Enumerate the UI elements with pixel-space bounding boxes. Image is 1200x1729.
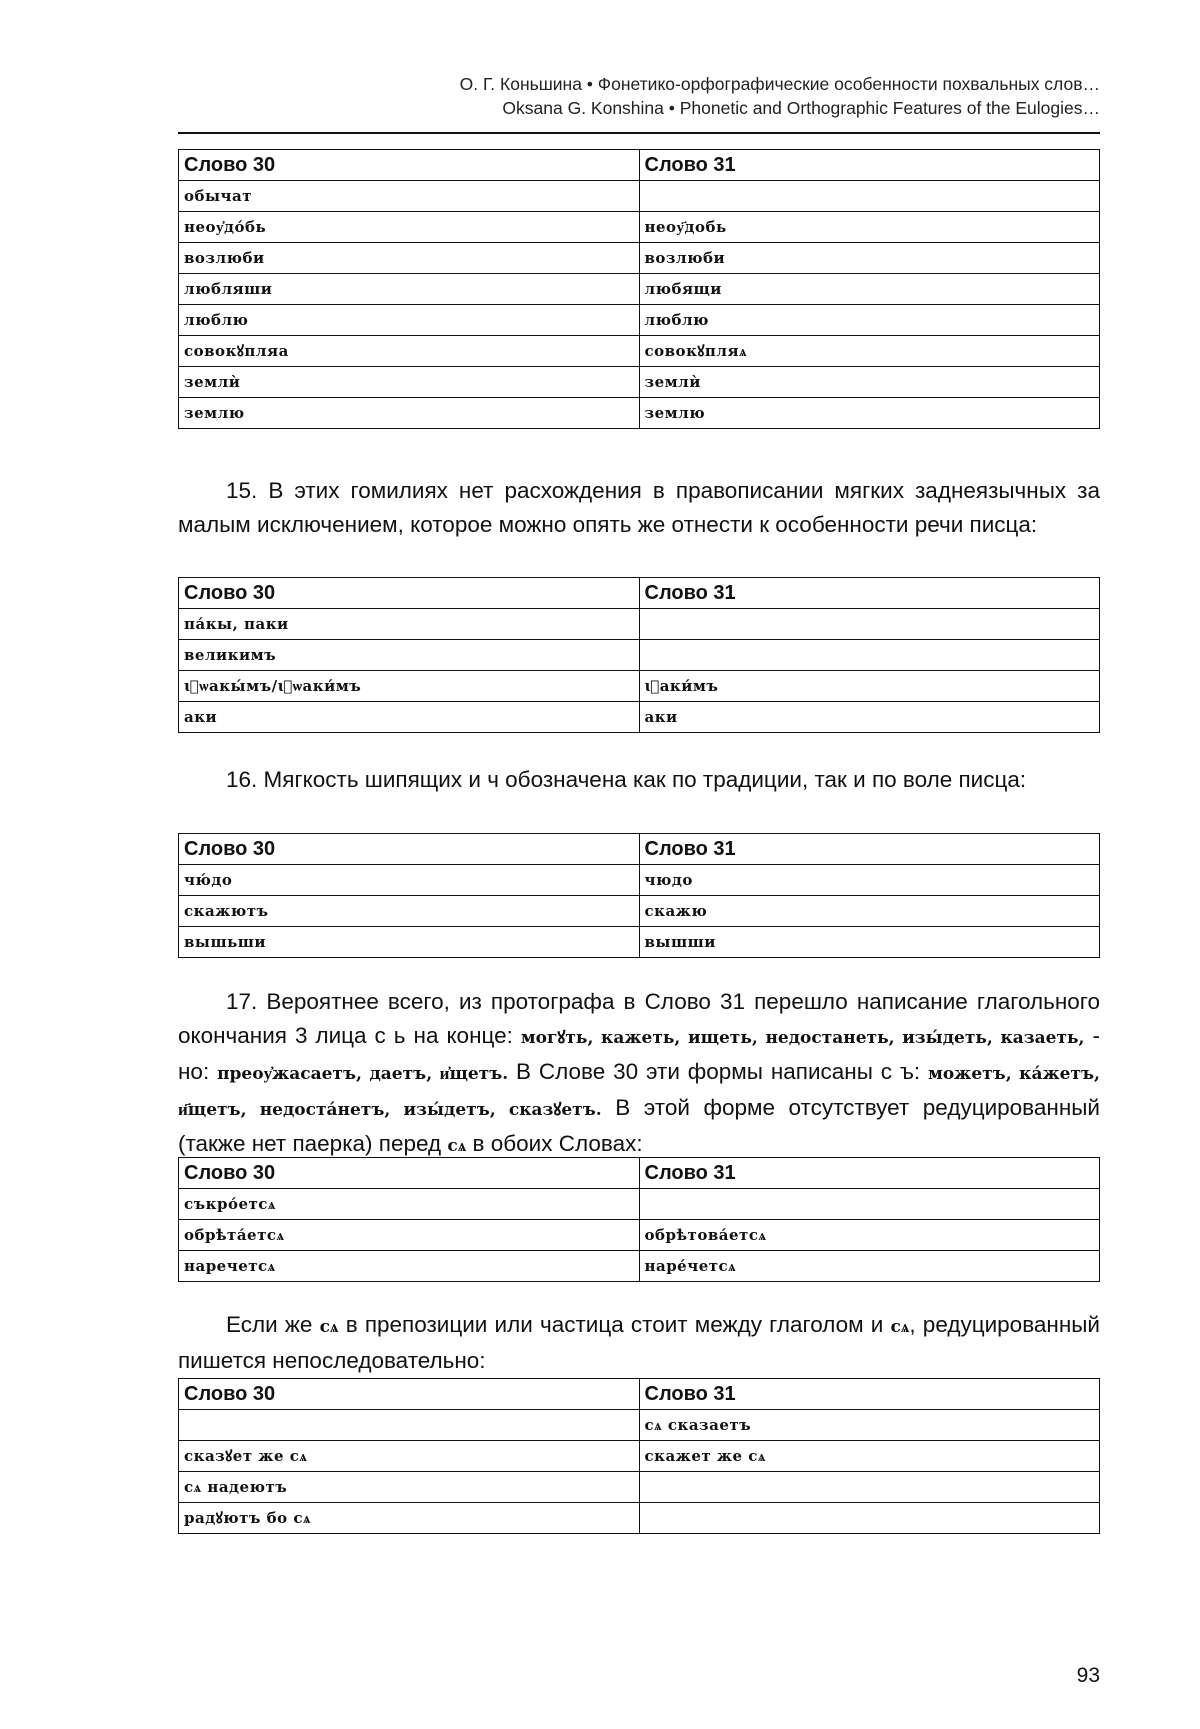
table-row	[179, 367, 1100, 398]
table-row	[179, 398, 1100, 429]
table-header-row	[179, 834, 1100, 865]
p18-form-2: сѧ	[890, 1317, 910, 1337]
cell: аки	[639, 702, 1100, 733]
running-header	[178, 72, 1100, 120]
table-5	[178, 1378, 1100, 1534]
cell: наречетсѧ	[179, 1251, 640, 1282]
table-row	[179, 927, 1100, 958]
col-header-slovo-31: Слово 31	[639, 578, 1100, 609]
cell: неоу҃добь	[639, 212, 1100, 243]
p17-form-4: сѧ	[447, 1136, 467, 1156]
cell: вышши	[639, 927, 1100, 958]
p17-text-4: В этой форме отсутствует редуцированный (также нет паерка) перед	[178, 1095, 1100, 1156]
p17-text-2: - но:	[178, 1023, 1100, 1084]
col-header-slovo-30: Слово 30	[179, 1158, 640, 1189]
table-row	[179, 1189, 1100, 1220]
cell	[639, 181, 1100, 212]
table-row	[179, 671, 1100, 702]
table-row	[179, 1503, 1100, 1534]
paragraph-16	[178, 763, 1100, 797]
table-header-row	[179, 578, 1100, 609]
table-row	[179, 702, 1100, 733]
cell: любящи	[639, 274, 1100, 305]
paragraph-15	[178, 474, 1100, 542]
cell: совокꙋпляѧ	[639, 336, 1100, 367]
cell: скажет же сѧ	[639, 1441, 1100, 1472]
col-header-slovo-31: Слово 31	[639, 1158, 1100, 1189]
cell: обрѣтова́етсѧ	[639, 1220, 1100, 1251]
table-header-row	[179, 1158, 1100, 1189]
table-2	[178, 577, 1100, 733]
header-line-ru: О. Г. Коньшина • Фонетико-орфографические особенности похвальных слов…	[459, 74, 1100, 94]
cell: возлюби	[179, 243, 640, 274]
cell: ꙇ҆аки́мъ	[639, 671, 1100, 702]
cell: чюдо	[639, 865, 1100, 896]
table-3	[178, 833, 1100, 958]
table-4	[178, 1157, 1100, 1282]
cell: любляши	[179, 274, 640, 305]
col-header-slovo-31: Слово 31	[639, 1379, 1100, 1410]
header-line-en: Oksana G. Konshina • Phonetic and Orthographic Features of the Eulogies…	[502, 98, 1100, 118]
cell: радꙋютъ бо сѧ	[179, 1503, 640, 1534]
cell: землѝ	[179, 367, 640, 398]
cell: люблю	[179, 305, 640, 336]
cell: съкро́етсѧ	[179, 1189, 640, 1220]
table-row	[179, 1220, 1100, 1251]
table-row	[179, 896, 1100, 927]
cell: неоу҆до́бь	[179, 212, 640, 243]
table-row	[179, 305, 1100, 336]
p17-forms-2: преоу҆жасаетъ, даетъ, и҆щетъ.	[217, 1064, 509, 1084]
paragraph-16-text: 16. Мягкость шипящих и ч обозначена как по традиции, так и по воле писца:	[226, 767, 1027, 792]
cell	[179, 1410, 640, 1441]
cell: па́кы, паки	[179, 609, 640, 640]
cell	[639, 640, 1100, 671]
col-header-slovo-30: Слово 30	[179, 1379, 640, 1410]
table-row	[179, 640, 1100, 671]
p17-forms-1: могꙋть, кажеть, ищеть, недостанеть, изы́деть, казаеть,	[520, 1028, 1085, 1048]
p17-forms-3: можетъ, ка́жетъ, и҃щетъ, недоста́нетъ, изы́детъ, сказꙋетъ.	[178, 1064, 1100, 1120]
table-header-row	[179, 150, 1100, 181]
cell	[639, 1503, 1100, 1534]
paragraph-18	[178, 1308, 1100, 1378]
page-number: 93	[1076, 1664, 1100, 1687]
p17-text-3: В Слове 30 эти формы написаны с ъ:	[516, 1059, 921, 1084]
cell: землю	[179, 398, 640, 429]
p18-form-1: сѧ	[319, 1317, 339, 1337]
p17-text-5: в обоих Словах:	[472, 1131, 643, 1156]
cell: сказꙋет же сѧ	[179, 1441, 640, 1472]
cell: сѧ надеютъ	[179, 1472, 640, 1503]
cell: возлюби	[639, 243, 1100, 274]
table-row	[179, 336, 1100, 367]
cell: наре́четсѧ	[639, 1251, 1100, 1282]
cell: обычат	[179, 181, 640, 212]
table-row	[179, 1410, 1100, 1441]
p18-text-2: в препозиции или частица стоит между глаголом и	[345, 1312, 884, 1337]
cell: обрѣта́етсѧ	[179, 1220, 640, 1251]
table-row	[179, 1251, 1100, 1282]
table-row	[179, 181, 1100, 212]
cell: землѝ	[639, 367, 1100, 398]
p18-text-3: , редуцированный пишется непоследовательно:	[178, 1312, 1100, 1373]
cell	[639, 609, 1100, 640]
table-row	[179, 1472, 1100, 1503]
table-row	[179, 243, 1100, 274]
cell: совокꙋпляа	[179, 336, 640, 367]
table-row	[179, 1441, 1100, 1472]
table-row	[179, 609, 1100, 640]
table-1	[178, 149, 1100, 429]
cell: великимъ	[179, 640, 640, 671]
cell	[639, 1189, 1100, 1220]
cell: ꙇ҆ѡакы́мъ/ꙇ҆ѡаки́мъ	[179, 671, 640, 702]
col-header-slovo-30: Слово 30	[179, 150, 640, 181]
p18-text-1: Если же	[226, 1312, 313, 1337]
table-row	[179, 865, 1100, 896]
col-header-slovo-31: Слово 31	[639, 834, 1100, 865]
p17-text-1: 17. Вероятнее всего, из протографа в Слово 31 перешло написание глагольного окончания 3 лица с ь на конце:	[178, 989, 1100, 1048]
paragraph-15-text: 15. В этих гомилиях нет расхождения в правописании мягких заднеязычных за малым исключением, которое можно опять же отнести к особенности речи писца:	[178, 478, 1100, 537]
cell: аки	[179, 702, 640, 733]
paragraph-17	[178, 985, 1100, 1163]
table-header-row	[179, 1379, 1100, 1410]
header-rule	[178, 132, 1100, 134]
cell	[639, 1472, 1100, 1503]
cell: скажютъ	[179, 896, 640, 927]
cell: землю	[639, 398, 1100, 429]
col-header-slovo-30: Слово 30	[179, 834, 640, 865]
col-header-slovo-31: Слово 31	[639, 150, 1100, 181]
table-row	[179, 212, 1100, 243]
cell: вышьши	[179, 927, 640, 958]
cell: сѧ сказаетъ	[639, 1410, 1100, 1441]
cell: люблю	[639, 305, 1100, 336]
cell: скажю	[639, 896, 1100, 927]
cell: чю́до	[179, 865, 640, 896]
table-row	[179, 274, 1100, 305]
col-header-slovo-30: Слово 30	[179, 578, 640, 609]
